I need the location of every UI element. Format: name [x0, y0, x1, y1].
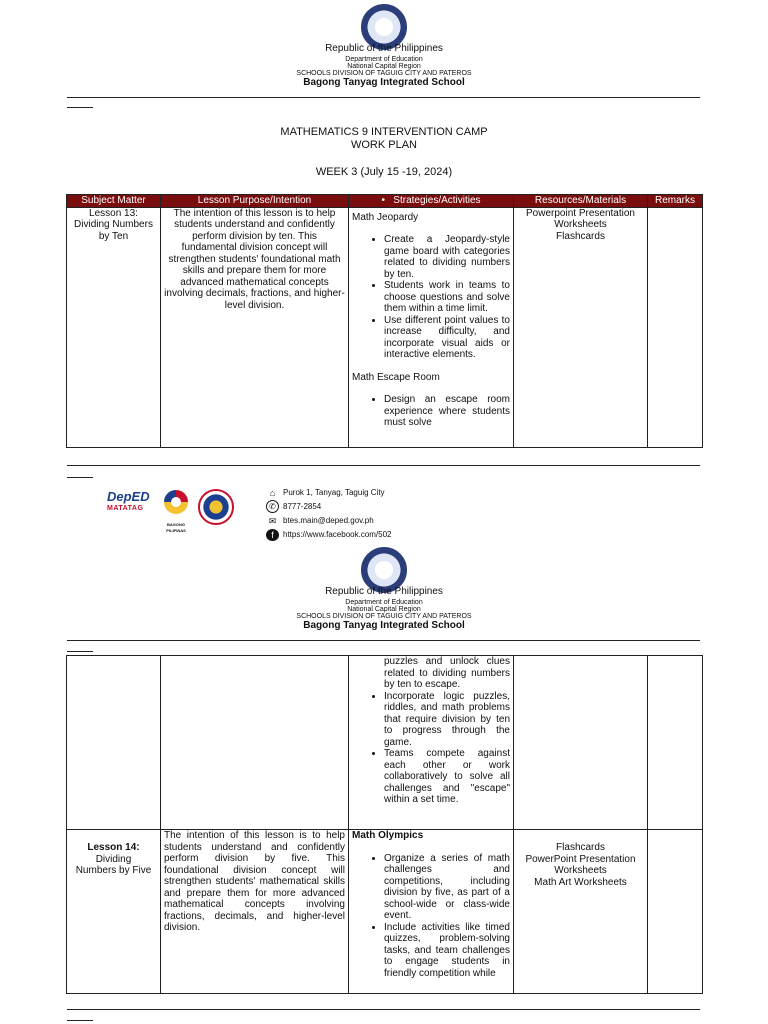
facebook-text: https://www.facebook.com/502 [283, 530, 392, 539]
deped-wordmark: DepED [107, 489, 150, 504]
lesson13-purpose: The intention of this lesson is to help students understand and confidently perform division by ten. This fundamental division concept will strengthen students' foundational math skills and prepare them for more advanced mathematical concepts involving decimals, fractions, and higher-level division. [161, 207, 349, 447]
th-subject: Subject Matter [67, 195, 161, 208]
lesson14-title [67, 830, 161, 994]
lesson14-label: Lesson 14: [87, 842, 140, 853]
contact-address [266, 486, 392, 500]
resource-item: Flashcards [556, 842, 605, 853]
doc-week: WEEK 3 (July 15 -19, 2024) [315, 166, 453, 178]
activity-list [352, 853, 510, 980]
header-department: Department of Education [345, 56, 423, 63]
footer-tick [67, 477, 93, 478]
continued-subject [67, 656, 161, 830]
list-item: • Create a Jeopardy-style game board with categories related to dividing numbers by ten. [384, 234, 510, 280]
continued-resources [514, 656, 648, 830]
list-item: • Use different point values to increase difficulty, and incorporate visual aids or interactive elements. [384, 315, 510, 361]
contact-phone [266, 500, 392, 514]
header-republic: Republic of the Philippines [325, 43, 443, 54]
th-purpose: Lesson Purpose/Intention [161, 195, 349, 208]
header-tick [67, 107, 93, 108]
list-item: • Include activities like timed quizzes, problem-solving tasks, and team challenges to engage students in friendly competition while [384, 922, 510, 980]
table-row [67, 830, 703, 994]
list-item: • Design an escape room experience where students must solve [384, 394, 510, 429]
phone-icon: ✆ [266, 500, 279, 513]
header-divider [67, 97, 700, 98]
lesson14-remarks [648, 830, 703, 994]
resource-item: Powerpoint Presentation [526, 207, 635, 219]
resource-item: Flashcards [556, 230, 605, 242]
lesson14-title-line1: Dividing [95, 853, 132, 865]
table-row [67, 207, 703, 447]
contact-email [266, 514, 392, 528]
header-region: National Capital Region [347, 63, 421, 70]
doc-title-line1: MATHEMATICS 9 INTERVENTION CAMP [280, 126, 488, 138]
continued-activities [349, 656, 514, 830]
lesson13-title: Lesson 13: Dividing Numbers by Ten [67, 207, 161, 447]
matatag-wordmark: MATATAG [107, 505, 144, 512]
table-row [67, 656, 703, 830]
resource-item: Worksheets [554, 219, 607, 230]
header-republic: Republic of the Philippines [325, 586, 443, 597]
th-resources: Resources/Materials [514, 195, 648, 208]
facebook-icon: f [266, 529, 279, 541]
table-header-row [67, 195, 703, 208]
work-plan-table [66, 194, 703, 448]
resource-item: PowerPoint Presentation [525, 853, 636, 865]
header-division: SCHOOLS DIVISION OF TAGUIG CITY AND PATEROS [296, 70, 472, 77]
header-tick [67, 651, 93, 652]
header-division: SCHOOLS DIVISION OF TAGUIG CITY AND PATEROS [296, 613, 472, 620]
mail-icon: ✉ [268, 515, 277, 526]
lesson14-activities [349, 830, 514, 994]
continued-remarks [648, 656, 703, 830]
header-department: Department of Education [345, 599, 423, 606]
email-text: btes.main@deped.gov.ph [283, 516, 374, 525]
bagong-pilipinas-logo [158, 487, 194, 533]
activity-title: Math Olympics [352, 830, 424, 841]
continued-purpose [161, 656, 349, 830]
header-divider [67, 640, 700, 641]
bagong-pilipinas-emblem-icon [158, 487, 194, 517]
deped-matatag-logo [107, 490, 153, 524]
school-seal [198, 489, 234, 525]
lesson14-title-line2: Numbers by Five [75, 865, 152, 876]
header-school: Bagong Tanyag Integrated School [303, 620, 465, 631]
th-bullet: • [381, 195, 385, 206]
header-school: Bagong Tanyag Integrated School [303, 77, 465, 88]
home-icon: ⌂ [269, 487, 276, 498]
work-plan-table-continued [66, 655, 703, 994]
list-item: • Incorporate logic puzzles, riddles, and math problems that require division by ten to progress through the game. [384, 691, 510, 749]
bagong-pilipinas-caption: BAGONG PILIPINAS [166, 522, 186, 533]
contact-facebook [266, 528, 392, 542]
address-text: Purok 1, Tanyag, Taguig City [283, 488, 385, 497]
activity-title: Math Jeopardy [352, 211, 419, 223]
activity-list [352, 234, 510, 361]
footer-tick [67, 1020, 93, 1021]
list-item: • Teams compete against each other or work collaboratively to solve all challenges and "escape" within a set time. [384, 748, 510, 806]
lesson13-resources [514, 207, 648, 447]
list-item: • Students work in teams to choose questions and solve them within a time limit. [384, 280, 510, 315]
contact-block [266, 486, 392, 542]
th-remarks: Remarks [648, 195, 703, 208]
list-item: puzzles and unlock clues related to dividing numbers by ten to escape. [384, 656, 510, 690]
lesson14-purpose: The intention of this lesson is to help students understand and confidently perform division by five. This foundational division concept will strengthen students' mathematical skills and prepare them for more advanced mathematical concepts involving fractions, decimals, and higher-level division. [161, 830, 349, 994]
th-strategies-label: Strategies/Activities [393, 195, 481, 206]
resource-item: Math Art Worksheets [534, 876, 627, 888]
activity-list [352, 656, 510, 691]
activity-title: Math Escape Room [352, 371, 440, 383]
page2-bottom-divider [67, 1009, 700, 1010]
list-item: • Organize a series of math challenges and competitions, including division by five, as part of a school-wide or class-wide event. [384, 853, 510, 922]
resource-item: Worksheets [554, 865, 607, 876]
th-strategies [349, 195, 514, 208]
lesson13-activities [349, 207, 514, 447]
page1-bottom-divider [67, 465, 700, 466]
lesson14-resources [514, 830, 648, 994]
lesson13-remarks [648, 207, 703, 447]
activity-list [352, 394, 510, 429]
phone-text: 8777-2854 [283, 502, 322, 511]
doc-title-line2: WORK PLAN [350, 139, 417, 151]
header-region: National Capital Region [347, 606, 421, 613]
activity-list [352, 691, 510, 806]
